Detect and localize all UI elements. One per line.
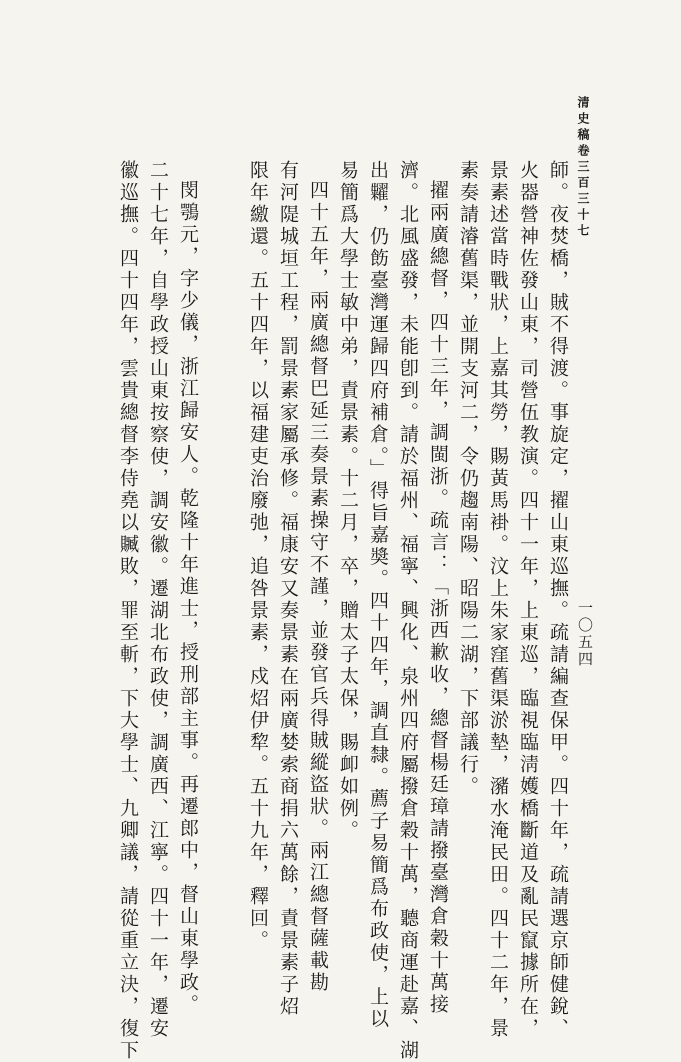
text-column-7: 出糶，仍飭臺灣運歸四府補倉。」得旨嘉奬。四十四年，調直隸。薦子易簡爲布政使，上以: [367, 160, 389, 1031]
text-column-9: 四十五年，兩廣總督巴延三奏景素操守不謹，並發官兵得賊縱盜狀。兩江總督薩載勘: [307, 180, 329, 994]
running-header: 清史稿卷三百三十七: [576, 96, 590, 240]
text-column-11: 限年繳還。五十四年，以福建吏治廢弛，追咎景素，戍炤伊犂。五十九年，釋回。: [247, 160, 269, 952]
text-column-13: 二十七年，自學政授山東按察使，調安徽。遷湖北布政使，調廣西、江寧。四十一年，遷安: [147, 160, 169, 1040]
text-column-10: 有河隄城垣工程，罰景素家屬承修。福康安又奏景素在兩廣婪索商捐六萬餘，責景素子炤: [277, 160, 299, 1018]
text-column-2: 火器營神佐發山東，司營伍教演。四十一年，上東巡，臨視臨淸嬳橋斷道及亂民竄據所在，: [517, 160, 539, 1040]
text-column-8: 易簡爲大學士敏中弟，責景素。十二月，卒，贈太子太保，賜卹如例。: [337, 160, 359, 842]
text-column-6: 濟。北風盛發，未能卽到。請於福州、福寧、興化、泉州四府屬撥倉穀十萬，聽商運赴嘉、湖: [397, 160, 419, 1062]
text-column-14: 徽巡撫。四十四年，雲貴總督李侍堯以贓敗，罪至斬，下大學士、九卿議，請從重立決，復下: [117, 160, 139, 1062]
text-column-3: 景素述當時戰狀，上嘉其勞，賜黃馬褂。汶上朱家窪舊渠淤墊，瀦水淹民田。四十二年，景: [487, 160, 509, 1040]
text-column-1: 師。夜焚橋，賊不得渡。事旋定，擢山東巡撫。疏請編查保甲。四十年，疏請選京師健銳、: [547, 160, 569, 1040]
text-column-12: 閔鶚元，字少儀，浙江歸安人。乾隆十年進士，授刑部主事。再遷郎中，督山東學政。: [177, 180, 199, 1016]
text-column-5: 擢兩廣總督，四十三年，調閩浙。疏言：「浙西歉收，總督楊廷璋請撥臺灣倉穀十萬接: [427, 180, 449, 1016]
text-column-4: 素奏請濬舊渠，並開支河二，令仍趨南陽、昭陽二湖，下部議行。: [457, 160, 479, 798]
page-number: 一〇五四: [576, 600, 594, 668]
